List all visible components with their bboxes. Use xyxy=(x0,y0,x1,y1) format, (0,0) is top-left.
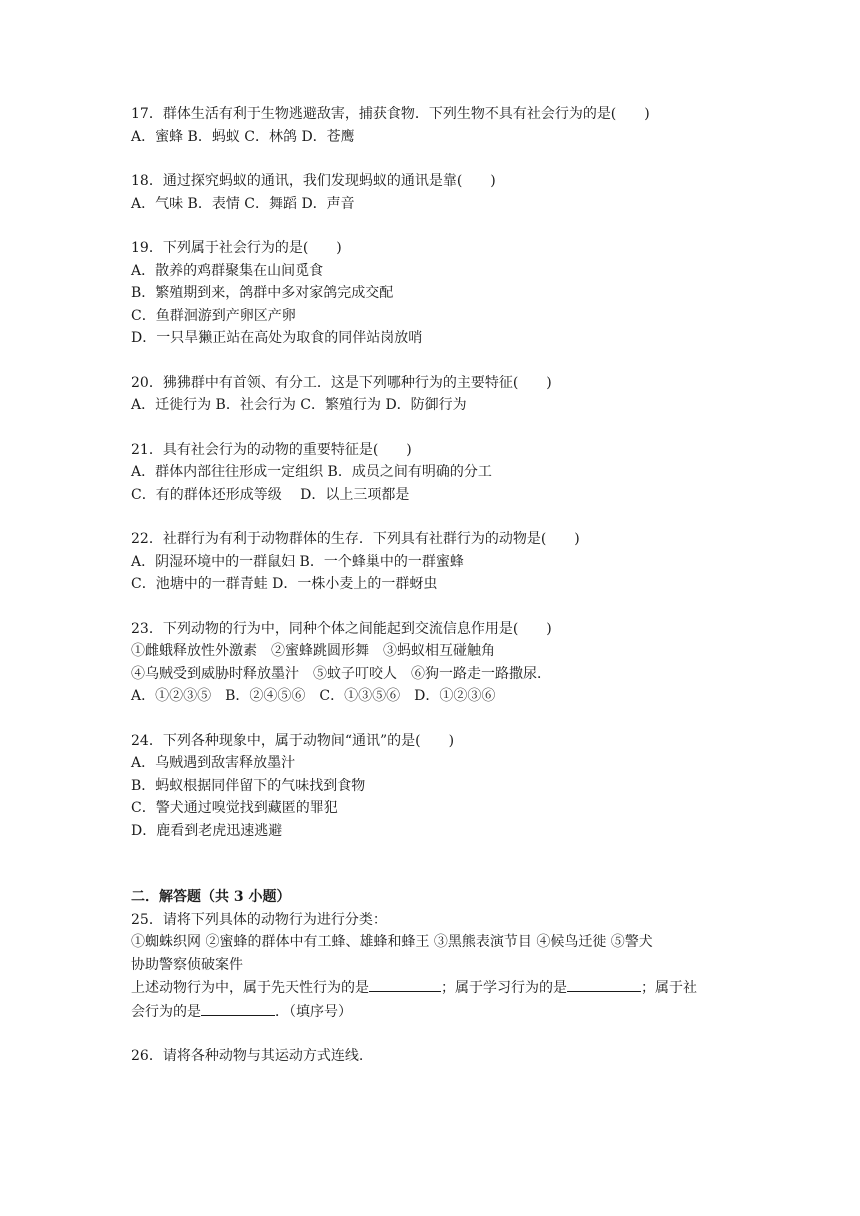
question-21-close: ) xyxy=(406,441,412,458)
question-23-items-2: ④乌贼受到威胁时释放墨汁 ⑤蚊子叮咬人 ⑥狗一路走一路撒尿． xyxy=(131,665,551,682)
question-26-stem: 26．请将各种动物与其运动方式连线. xyxy=(131,1048,364,1064)
innate-behavior-blank-b[interactable] xyxy=(399,976,441,992)
question-18-stem xyxy=(131,170,731,193)
social-behavior-blank[interactable] xyxy=(201,1000,275,1016)
question-25-fill-line-1 xyxy=(131,976,731,1000)
question-21-stem xyxy=(131,439,731,462)
innate-behavior-blank-a[interactable] xyxy=(369,976,399,992)
question-19-text: 19．下列属于社会行为的是( xyxy=(131,240,309,256)
question-23-close: ) xyxy=(546,620,552,637)
question-20-close: ) xyxy=(546,374,552,391)
question-22-option-cd: C．池塘中的一群青蛙 D．一株小麦上的一群蚜虫 xyxy=(131,576,438,592)
question-23-stem xyxy=(131,618,731,641)
question-17-option: A．蜜蜂 B．蚂蚁 C．林鸽 D．苍鹰 xyxy=(131,128,355,145)
question-25-stem: 25．请将下列具体的动物行为进行分类： xyxy=(131,911,387,928)
question-23-items-1: ①雌蛾释放性外激素 ②蜜蜂跳圆形舞 ③蚂蚁相互碰触角 xyxy=(131,643,495,659)
question-19-option-d: D．一只旱獭正站在高处为取食的同伴站岗放哨 xyxy=(131,330,423,346)
question-25-fill-text-3: ；属于社 xyxy=(641,980,697,996)
question-22-stem xyxy=(131,528,731,551)
question-18-close: ) xyxy=(490,173,496,189)
question-24-option-d: D．鹿看到老虎迅速逃避 xyxy=(131,822,283,839)
question-17-close: ) xyxy=(644,106,650,122)
worksheet-page xyxy=(131,103,731,1068)
question-25-fill-text-5: ．（填序号） xyxy=(275,1003,352,1020)
question-22-text: 22．社群行为有利于动物群体的生存．下列具有社群行为的动物是( xyxy=(131,531,547,547)
question-20-stem xyxy=(131,372,731,395)
question-25-fill-text-4: 会行为的是 xyxy=(131,1003,201,1020)
question-17-stem xyxy=(131,103,731,126)
question-24-close: ) xyxy=(448,732,455,749)
question-21-option-cd: C．有的群体还形成等级 D．以上三项都是 xyxy=(131,486,410,503)
question-19-option-b: B．繁殖期到来，鸽群中多对家鸽完成交配 xyxy=(131,285,394,301)
question-20-option: A．迁徙行为 B．社会行为 C．繁殖行为 D．防御行为 xyxy=(131,397,467,413)
question-24-option-b: B．蚂蚁根据同伴留下的气味找到食物 xyxy=(131,777,366,794)
question-19-close: ) xyxy=(336,240,342,256)
question-20-text: 20．狒狒群中有首领、有分工．这是下列哪种行为的主要特征( xyxy=(131,374,519,391)
section-2-heading: 二．解答题（共 3 小题） xyxy=(131,889,291,905)
question-25-items-2: 协助警察侦破案件 xyxy=(131,956,243,973)
question-24-text: 24．下列各种现象中，属于动物间“通讯”的是( xyxy=(131,732,421,749)
question-21-text: 21．具有社会行为的动物的重要特征是( xyxy=(131,441,379,458)
question-25-fill-line-2 xyxy=(131,1000,731,1024)
question-25-items-1: ①蜘蛛织网 ②蜜蜂的群体中有工蜂、雄蜂和蜂王 ③黑熊表演节目 ④候鸟迁徙 ⑤警犬 xyxy=(131,934,653,950)
question-24-option-c: C．警犬通过嗅觉找到藏匿的罪犯 xyxy=(131,800,338,816)
question-23-text: 23．下列动物的行为中，同种个体之间能起到交流信息作用是( xyxy=(131,620,519,637)
question-17-text: 17．群体生活有利于生物逃避敌害，捕获食物．下列生物不具有社会行为的是( xyxy=(131,106,617,122)
question-19-stem xyxy=(131,237,731,260)
question-23-choices: A．①②③⑤ B．②④⑤⑥ C．①③⑤⑥ D．①②③⑥ xyxy=(131,688,496,704)
question-19-option-a: A．散养的鸡群聚集在山间觅食 xyxy=(131,262,324,279)
question-22-close: ) xyxy=(574,531,580,547)
question-18-option: A．气味 B．表情 C．舞蹈 D．声音 xyxy=(131,195,355,212)
question-25-fill-text-1: 上述动物行为中，属于先天性行为的是 xyxy=(131,980,369,996)
question-19-option-c: C．鱼群洄游到产卵区产卵 xyxy=(131,307,296,324)
learned-behavior-blank[interactable] xyxy=(567,976,641,992)
question-21-option-ab: A．群体内部往往形成一定组织 B．成员之间有明确的分工 xyxy=(131,464,492,480)
question-22-option-ab: A．阴湿环境中的一群鼠妇 B．一个蜂巢中的一群蜜蜂 xyxy=(131,553,464,570)
question-25-fill-text-2: ；属于学习行为的是 xyxy=(441,980,567,996)
question-24-stem xyxy=(131,730,731,753)
question-18-text: 18．通过探究蚂蚁的通讯，我们发现蚂蚁的通讯是靠( xyxy=(131,173,463,189)
question-24-option-a: A．乌贼遇到敌害释放墨汁 xyxy=(131,755,296,771)
